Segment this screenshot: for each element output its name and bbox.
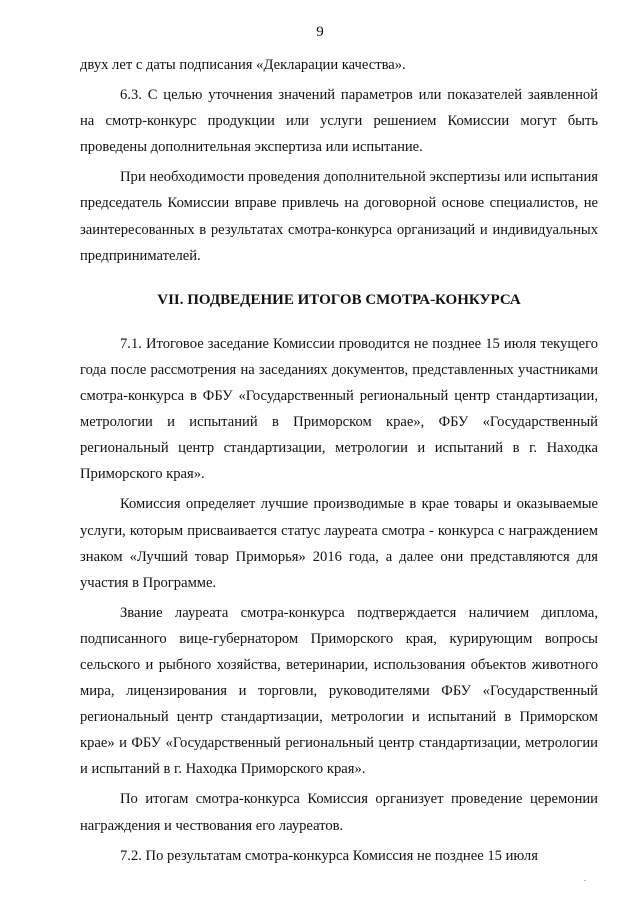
paragraph-7-2: 7.2. По результатам смотра-конкурса Комиссия не позднее 15 июля: [120, 847, 538, 864]
paragraph-continuation: двух лет с даты подписания «Декларации качества».: [80, 57, 406, 73]
document-body: [80, 52, 598, 869]
paragraph-7-1: 7.1. Итоговое заседание Комиссии проводится не позднее 15 июля текущего года после рассмотрения на заседаниях документов, представленных участниками смотра-конкурса в ФБУ «Государственный региональный центр стандартизации, метрологии и испытаний в Приморском крае», ФБУ «Государственный региональный центр стандартизации, метрологии и испытаний в г. Находка Приморского края».: [80, 335, 598, 483]
paragraph-ceremony: По итогам смотра-конкурса Комиссия организует проведение церемонии награждения и чествования его лауреатов.: [80, 791, 598, 834]
paragraph-laureate-title: Звание лауреата смотра-конкурса подтверждается наличием диплома, подписанного вице-губернатором Приморского края, курирующим вопросы сельского и рыбного хозяйства, ветеринарии, использования объектов животного мира, лицензирования и торговли, руководителями ФБУ «Государственный региональный центр стандартизации, метрологии и испытаний в Приморском крае» и ФБУ «Государственный региональный центр стандартизации, метрологии и испытаний в г. Находка Приморского края».: [80, 604, 598, 778]
page-number: 9: [316, 24, 324, 40]
paragraph-expertise: При необходимости проведения дополнительной экспертизы или испытания председатель Комиссии вправе привлечь на договорной основе специалистов, не заинтересованных в результатах смотра-конкурса организаций и индивидуальных предпринимателей.: [80, 169, 598, 264]
paragraph-6-3: 6.3. С целью уточнения значений параметров или показателей заявленной на смотр-конкурс продукции или услуги решением Комиссии могут быть проведены дополнительная экспертиза или испытание.: [80, 87, 598, 156]
paragraph-commission-determines: Комиссия определяет лучшие производимые в крае товары и оказываемые услуги, которым присваивается статус лауреата смотра - конкурса с награждением знаком «Лучший товар Приморья» 2016 года, а далее они представляются для участия в Программе.: [80, 496, 598, 591]
scan-speck: [584, 880, 586, 881]
section-heading: VII. ПОДВЕДЕНИЕ ИТОГОВ СМОТРА-КОНКУРСА: [157, 291, 521, 308]
